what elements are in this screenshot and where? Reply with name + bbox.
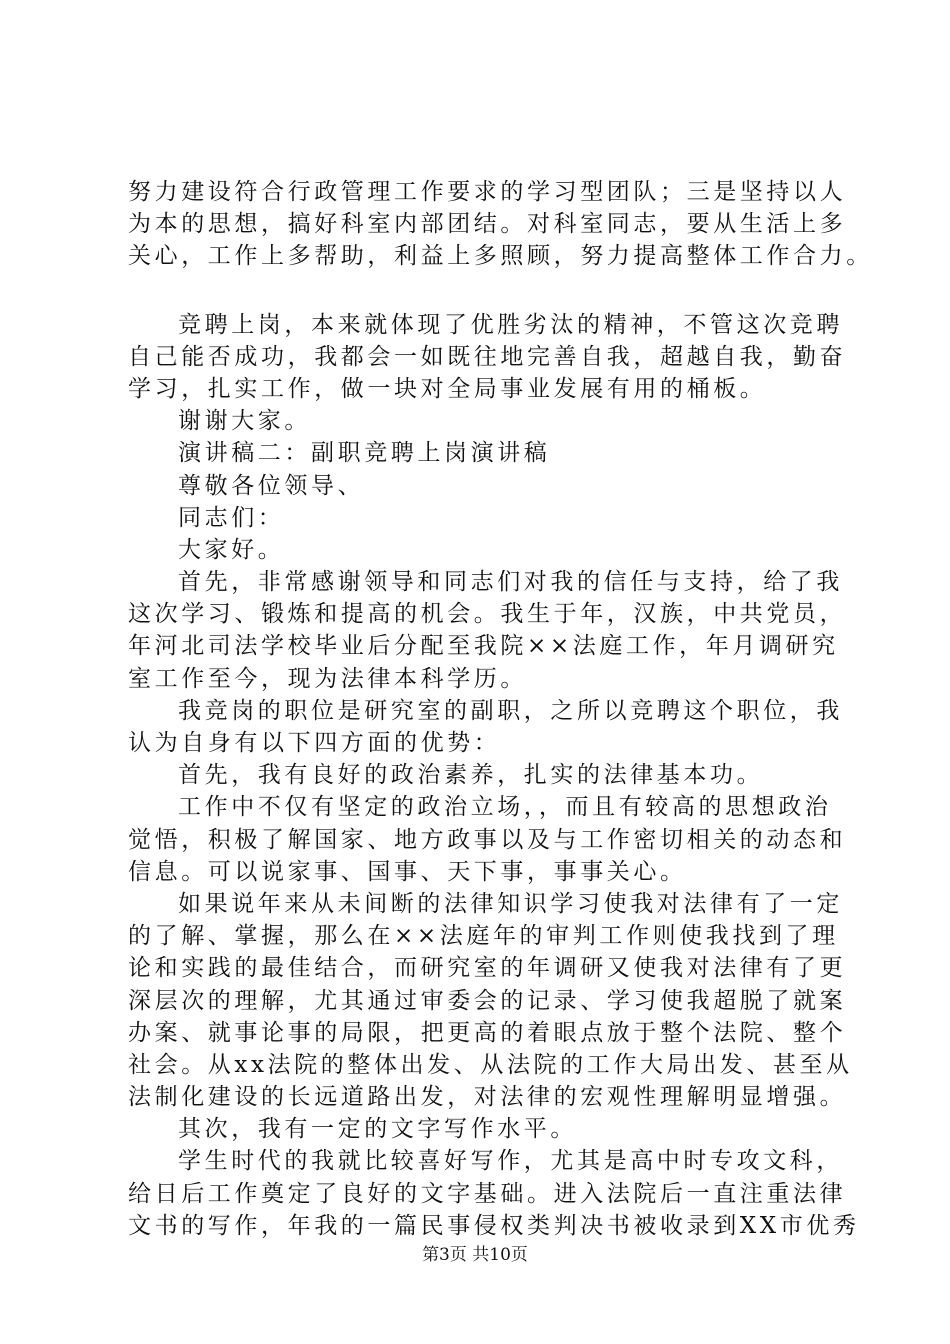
- page-number-label: 第3页 共10页: [422, 1245, 528, 1265]
- paragraph-line: 如果说年来从未间断的法律知识学习使我对法律有了一定: [178, 890, 843, 917]
- paragraph-line: 学习，扎实工作，做一块对全局事业发展有用的桶板。: [128, 375, 767, 402]
- paragraph-line: 关心，工作上多帮助，利益上多照顾，努力提高整体工作合力。: [128, 243, 873, 270]
- paragraph-line: 室工作至今，现为法律本科学历。: [128, 665, 527, 692]
- paragraph-line: 深层次的理解，尤其通过审委会的记录、学习使我超脱了就案: [128, 987, 847, 1014]
- paragraph-line: 我竞岗的职位是研究室的副职，之所以竞聘这个职位，我: [178, 697, 843, 724]
- paragraph-line: 认为自身有以下四方面的优势：: [128, 730, 501, 756]
- paragraph-line: 谢谢大家。: [178, 408, 311, 435]
- paragraph-line: 其次，我有一定的文字写作水平。: [178, 1116, 577, 1143]
- paragraph-line: 学生时代的我就比较喜好写作，尤其是高中时专攻文科，: [178, 1148, 843, 1175]
- paragraph-line: 社会。从xx法院的整体出发、从法院的工作大局出发、甚至从: [128, 1051, 853, 1078]
- paragraph-line: 竞聘上岗，本来就体现了优胜劣汰的精神，不管这次竞聘: [178, 311, 843, 338]
- salutation-line: 同志们：: [178, 504, 285, 531]
- paragraph-line: 觉悟，积极了解国家、地方政事以及与工作密切相关的动态和: [128, 826, 847, 853]
- paragraph-line: 给日后工作奠定了良好的文字基础。进入法院后一直注重法律: [128, 1180, 847, 1207]
- paragraph-line: 的了解、掌握，那么在××法庭年的审判工作则使我找到了理: [128, 923, 839, 950]
- greeting-line: 大家好。: [178, 536, 285, 563]
- paragraph-gap: [128, 273, 828, 309]
- paragraph-line: 论和实践的最佳结合，而研究室的年调研又使我对法律有了更: [128, 955, 847, 982]
- paragraph-line: 这次学习、锻炼和提高的机会。我生于年，汉族，中共党员，: [128, 601, 847, 628]
- paragraph-line: 努力建设符合行政管理工作要求的学习型团队；三是坚持以人: [128, 179, 847, 205]
- paragraph-line: 自己能否成功，我都会一如既往地完善自我，超越自我，勤奋: [128, 343, 847, 370]
- paragraph-line: 年河北司法学校毕业后分配至我院××法庭工作，年月调研究: [128, 633, 839, 660]
- paragraph-line: 为本的思想，搞好科室内部团结。对科室同志，要从生活上多: [128, 211, 847, 238]
- paragraph-line: 工作中不仅有坚定的政治立场，，而且有较高的思想政治: [178, 794, 832, 821]
- paragraph-line: 首先，我有良好的政治素养，扎实的法律基本功。: [178, 762, 764, 789]
- paragraph-line: 信息。可以说家事、国事、天下事，事事关心。: [128, 858, 687, 885]
- paragraph-line: 首先，非常感谢领导和同志们对我的信任与支持，给了我: [178, 569, 843, 596]
- paragraph-line: 文书的写作，年我的一篇民事侵权类判决书被收录到XX市优秀: [128, 1212, 860, 1239]
- paragraph-line: 办案、就事论事的局限，把更高的着眼点放于整个法院、整个: [128, 1019, 847, 1046]
- section-heading: 演讲稿二：副职竞聘上岗演讲稿: [178, 440, 551, 467]
- page-footer: [0, 1244, 950, 1266]
- paragraph-line: 法制化建设的长远道路出发，对法律的宏观性理解明显增强。: [128, 1084, 847, 1111]
- salutation-line: 尊敬各位领导、: [178, 472, 365, 499]
- document-body: [128, 176, 873, 1242]
